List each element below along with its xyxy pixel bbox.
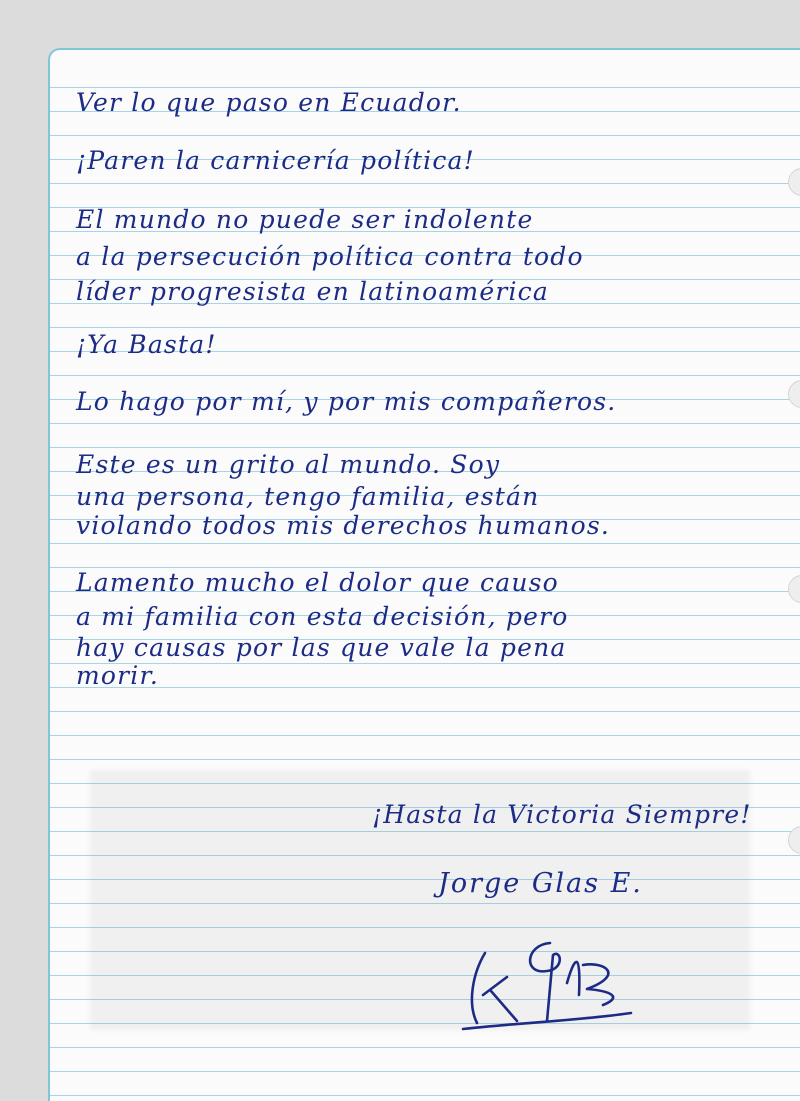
letter-line: hay causas por las que vale la pena: [76, 633, 567, 662]
letter-line: a la persecución política contra todo: [76, 242, 584, 271]
notebook-page: [48, 48, 800, 1101]
handwritten-signature: [455, 925, 655, 1035]
letter-line: violando todos mis derechos humanos.: [76, 511, 610, 540]
letter-line: ¡Ya Basta!: [76, 330, 217, 359]
letter-line: Ver lo que paso en Ecuador.: [76, 88, 462, 117]
letter-line: morir.: [76, 661, 160, 690]
letter-line: líder progresista en latinoamérica: [76, 277, 549, 306]
binder-hole: [788, 826, 800, 854]
letter-line: Este es un grito al mundo. Soy: [76, 450, 501, 479]
signed-name: Jorge Glas E.: [438, 868, 643, 899]
letter-line: a mi familia con esta decisión, pero: [76, 602, 569, 631]
binder-hole: [788, 380, 800, 408]
binder-hole: [788, 575, 800, 603]
letter-line: una persona, tengo familia, están: [76, 482, 540, 511]
letter-line: ¡Paren la carnicería política!: [76, 146, 475, 175]
closing-line: ¡Hasta la Victoria Siempre!: [372, 800, 752, 829]
letter-line: Lo hago por mí, y por mis compañeros.: [76, 387, 617, 416]
binder-hole: [788, 168, 800, 196]
letter-line: Lamento mucho el dolor que causo: [76, 568, 559, 597]
letter-line: El mundo no puede ser indolente: [76, 205, 534, 234]
